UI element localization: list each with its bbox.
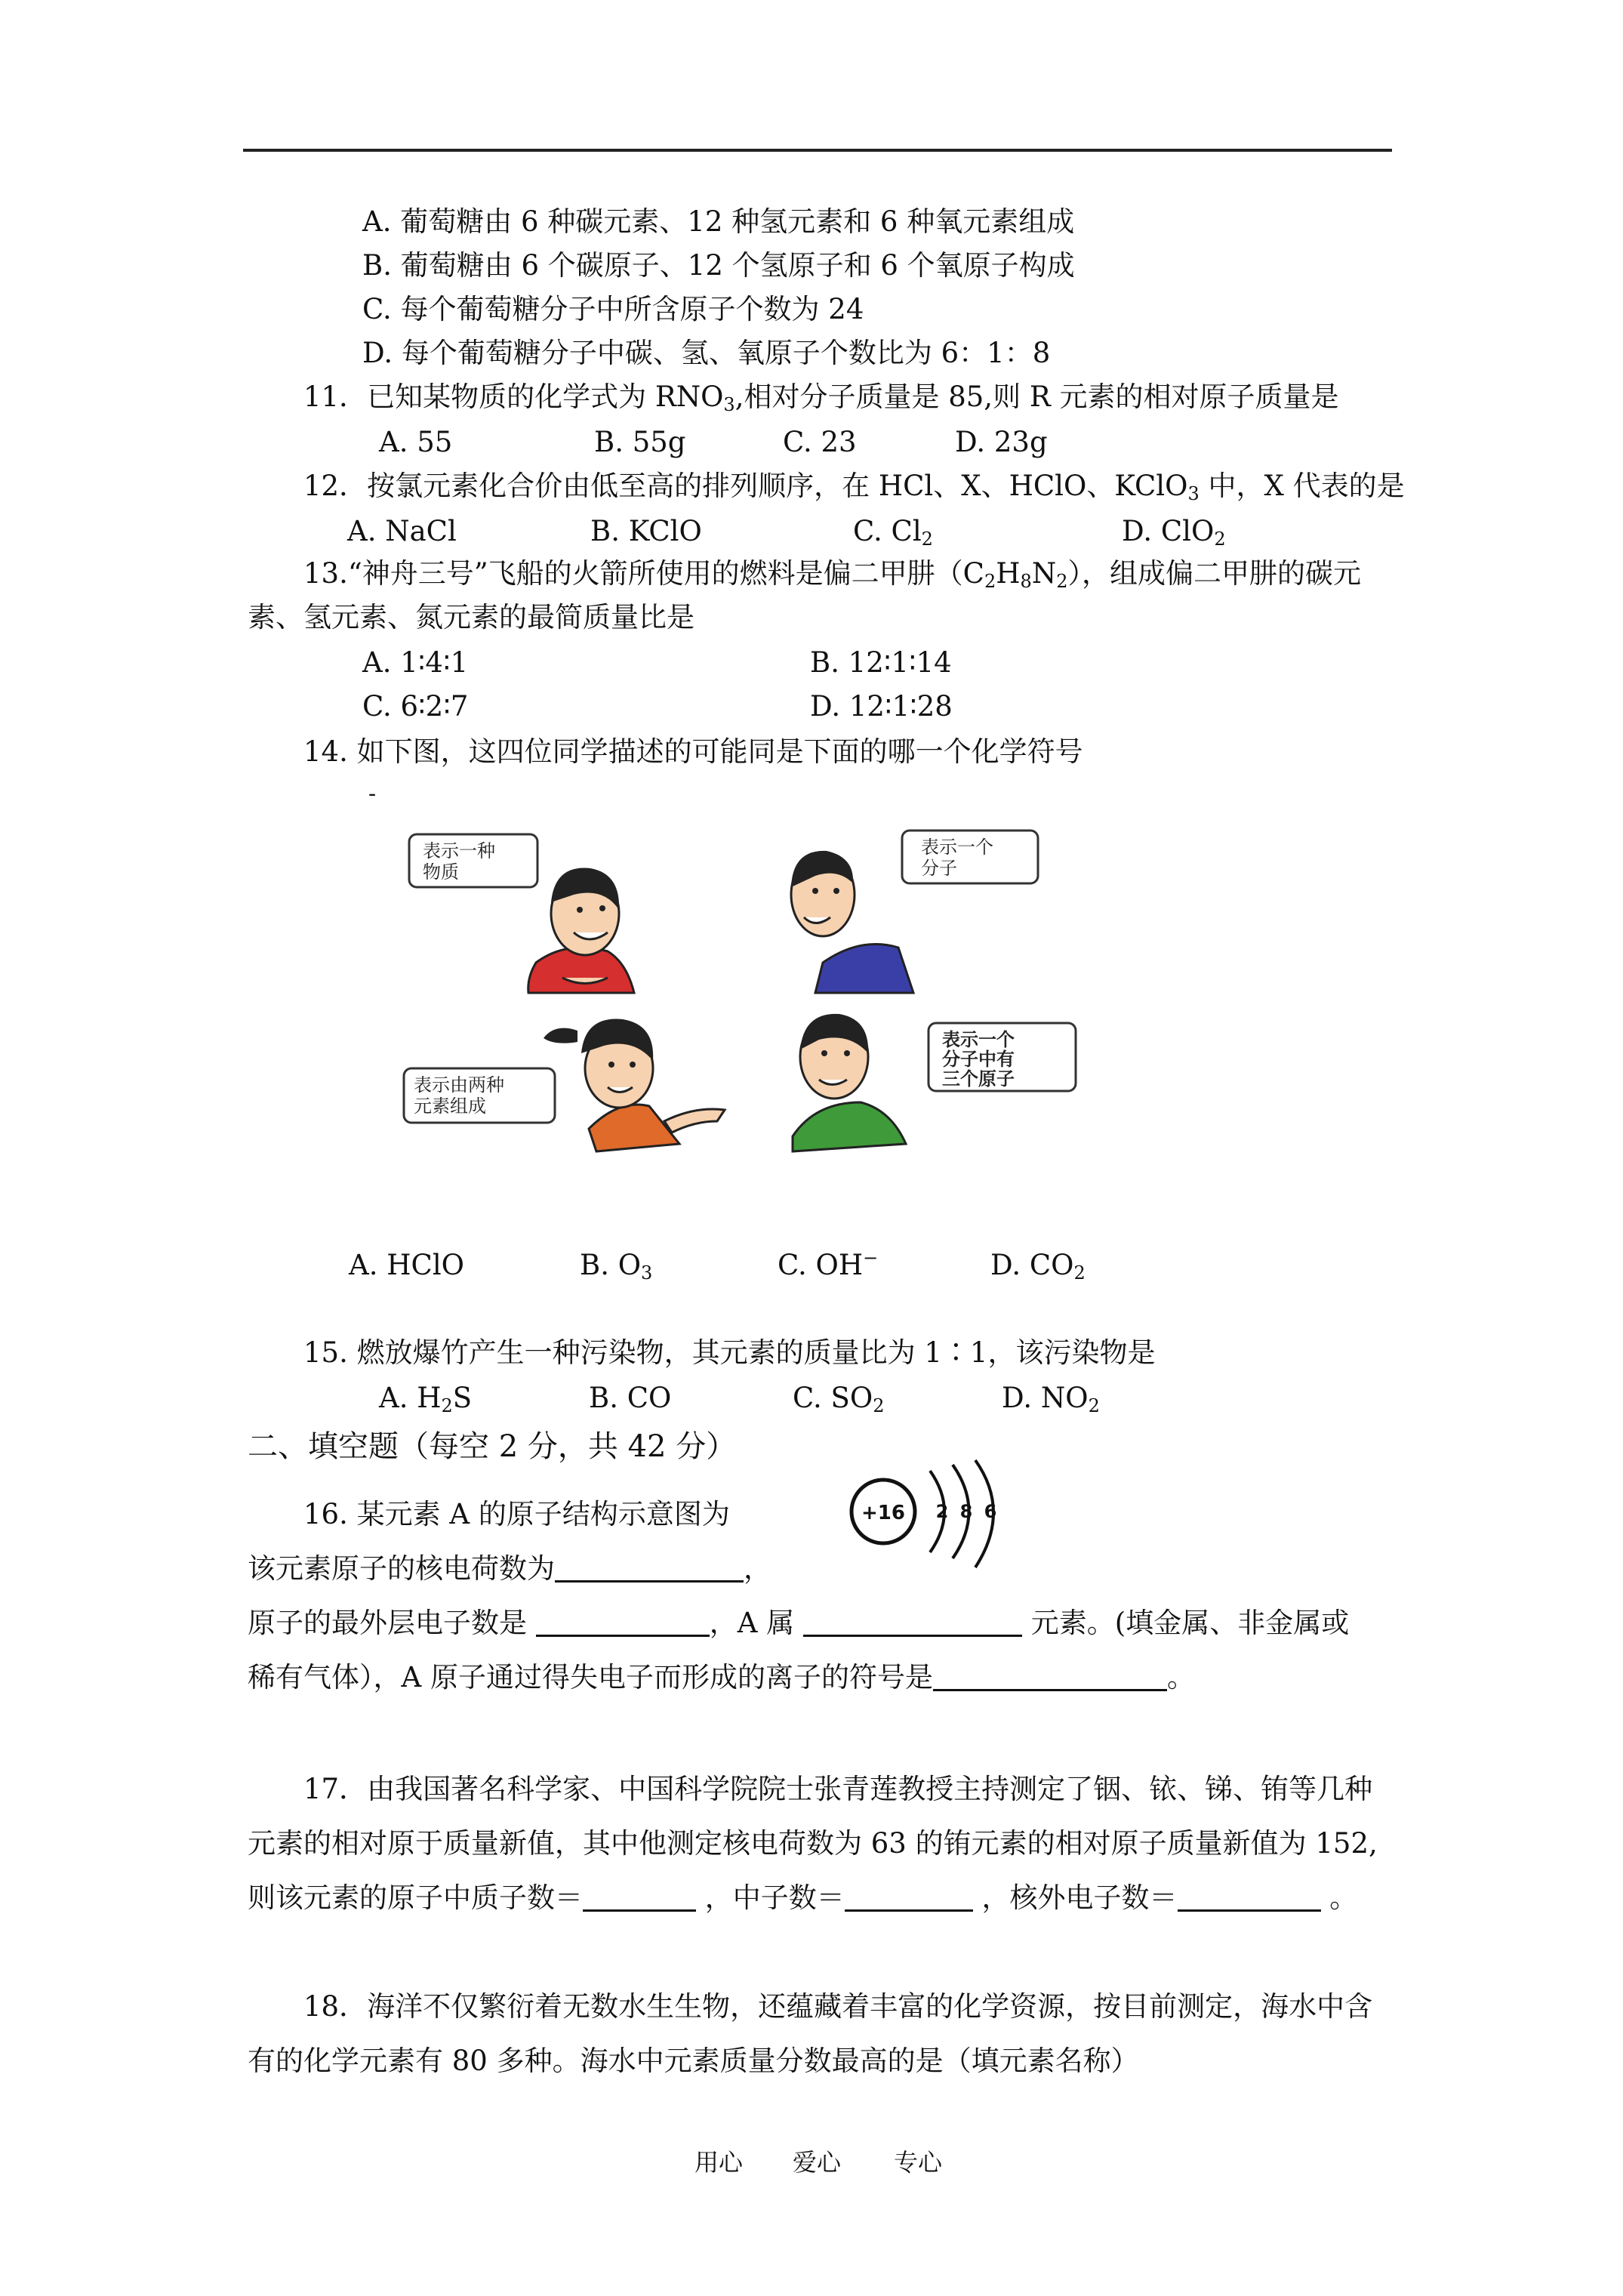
q11-option-b: B. 55g (594, 426, 686, 458)
q16-line4: 稀有气体），A 原子通过得失电子而形成的离子的符号是 。 (248, 1661, 1195, 1693)
student-orange-shirt (544, 1019, 725, 1151)
q15-option-a: A. $H_2S$ (379, 1382, 473, 1416)
q17-line3: 则该元素的原子中质子数＝ ，中子数＝ ，核外电子数＝ 。 (248, 1881, 1358, 1914)
q13-option-b: B. 12∶1∶14 (810, 646, 952, 679)
stray-dash: - (368, 781, 377, 807)
four-students-illustration (393, 812, 1117, 1159)
bubble-two-elements (404, 1068, 555, 1123)
q14-stem: 14. 如下图，这四位同学描述的可能同是下面的哪一个化学符号 (303, 735, 1083, 768)
footer-word-2: 爱心 (793, 2148, 842, 2177)
q11-option-a: A. 55 (379, 426, 453, 458)
q12-option-d: D. ClO$_2$ (1122, 515, 1226, 550)
bubble-three-atoms (929, 1023, 1076, 1091)
student-green-shirt (793, 1014, 906, 1151)
q12-stem: 12．按氯元素化合价由低至高的排列顺序，在 HCl、X、HClO、KClO$_3$ 中，X 代表的是 (303, 470, 1405, 504)
q12-option-b: B. KClO (590, 515, 702, 547)
footer-word-1: 用心 (694, 2148, 744, 2177)
svg-text:分子中有: 分子中有 (942, 1049, 1015, 1070)
q15-stem: 15. 燃放爆竹产生一种污染物，其元素的质量比为 1∶1，该污染物是 (303, 1336, 1156, 1369)
q16-stem: 16. 某元素 A 的原子结构示意图为 (303, 1498, 730, 1530)
svg-text:表示由两种: 表示由两种 (414, 1074, 504, 1096)
svg-text:表示一个: 表示一个 (942, 1029, 1015, 1050)
atomic-structure-diagram (845, 1457, 1019, 1578)
q18-line2: 有的化学元素有 80 多种。海水中元素质量分数最高的是（填元素名称） (248, 2045, 1139, 2077)
q11-option-c: C. 23 (783, 426, 857, 458)
shell-3-count: 6 (984, 1501, 997, 1522)
blank-element-type[interactable] (803, 1609, 1022, 1637)
q11-option-d: D. 23g (955, 426, 1048, 458)
q10-option-d: D. 每个葡萄糖分子中碳、氢、氧原子个数比为 6：1：8 (362, 337, 1051, 369)
q16-line2: 该元素原子的核电荷数为 ， (248, 1552, 771, 1585)
blank-protons[interactable] (583, 1884, 696, 1912)
q14-option-d: D. $CO_2$ (990, 1249, 1086, 1284)
q13-option-d: D. 12∶1∶28 (810, 690, 953, 723)
blank-nuclear-charge[interactable] (555, 1555, 744, 1583)
section-2-heading: 二、填空题（每空 2 分，共 42 分） (248, 1429, 737, 1464)
header-rule (243, 149, 1392, 152)
q12-option-c: C. $Cl_2$ (853, 515, 933, 550)
q10-option-b: B. 葡萄糖由 6 个碳原子、12 个氢原子和 6 个氧原子构成 (362, 249, 1075, 282)
q18-line1: 18．海洋不仅繁衍着无数水生生物，还蕴藏着丰富的化学资源，按目前测定，海水中含 (303, 1990, 1373, 2023)
q14-option-b: B. $O_3$ (580, 1249, 653, 1284)
q13-option-c: C. 6∶2∶7 (362, 690, 469, 723)
q16-line3: 原子的最外层电子数是 ，A 属 元素。(填金属、非金属或 (248, 1607, 1350, 1639)
q17-line1: 17．由我国著名科学家、中国科学院院士张青莲教授主持测定了铟、铱、锑、铕等几种 (303, 1773, 1373, 1805)
student-red-shirt (528, 868, 634, 993)
svg-text:三个原子: 三个原子 (942, 1068, 1015, 1089)
shell-2-count: 8 (959, 1501, 973, 1522)
q14-option-a: A. HClO (349, 1249, 464, 1281)
svg-text:元素组成: 元素组成 (414, 1096, 486, 1117)
shell-1-count: 2 (935, 1501, 949, 1522)
q13-stem-continued: 素、氢元素、氮元素的最简质量比是 (248, 601, 694, 633)
q15-option-d: D. $NO_2$ (1002, 1382, 1100, 1416)
bubble-molecule (902, 831, 1038, 883)
q15-option-b: B. CO (589, 1382, 672, 1414)
q13-option-a: A. 1∶4∶1 (362, 646, 469, 679)
blank-outer-electrons[interactable] (536, 1609, 710, 1637)
student-blue-shirt (791, 851, 913, 993)
q14-option-c: C. OH− (778, 1247, 879, 1281)
q17-line2: 元素的相对原于质量新值，其中他测定核电荷数为 63 的铕元素的相对原子质量新值为 152, (248, 1827, 1378, 1860)
q10-option-c: C. 每个葡萄糖分子中所含原子个数为 24 (362, 293, 864, 325)
q13-stem: 13.“神舟三号”飞船的火箭所使用的燃料是偏二甲肼$(C_2H_8N_2)$，组成偏二甲肼的碳元 (303, 557, 1361, 592)
blank-electrons[interactable] (1178, 1884, 1321, 1912)
svg-text:分子: 分子 (921, 858, 957, 879)
svg-text:表示一种: 表示一种 (423, 840, 495, 861)
q15-option-c: C. $SO_2$ (793, 1382, 885, 1416)
blank-ion-symbol[interactable] (933, 1663, 1167, 1691)
svg-text:物质: 物质 (423, 861, 459, 883)
svg-text:表示一个: 表示一个 (921, 837, 993, 858)
blank-neutrons[interactable] (845, 1884, 973, 1912)
bubble-substance (409, 834, 537, 887)
q10-option-a: A. 葡萄糖由 6 种碳元素、12 种氢元素和 6 种氧元素组成 (362, 205, 1075, 238)
footer-word-3: 专心 (894, 2148, 943, 2177)
q11-stem: 11．已知某物质的化学式为 $RNO_3$,相对分子质量是 85,则 R 元素的相对原子质量是 (303, 381, 1339, 415)
nucleus-charge: +16 (861, 1502, 905, 1524)
q12-option-a: A. NaCl (347, 515, 457, 547)
